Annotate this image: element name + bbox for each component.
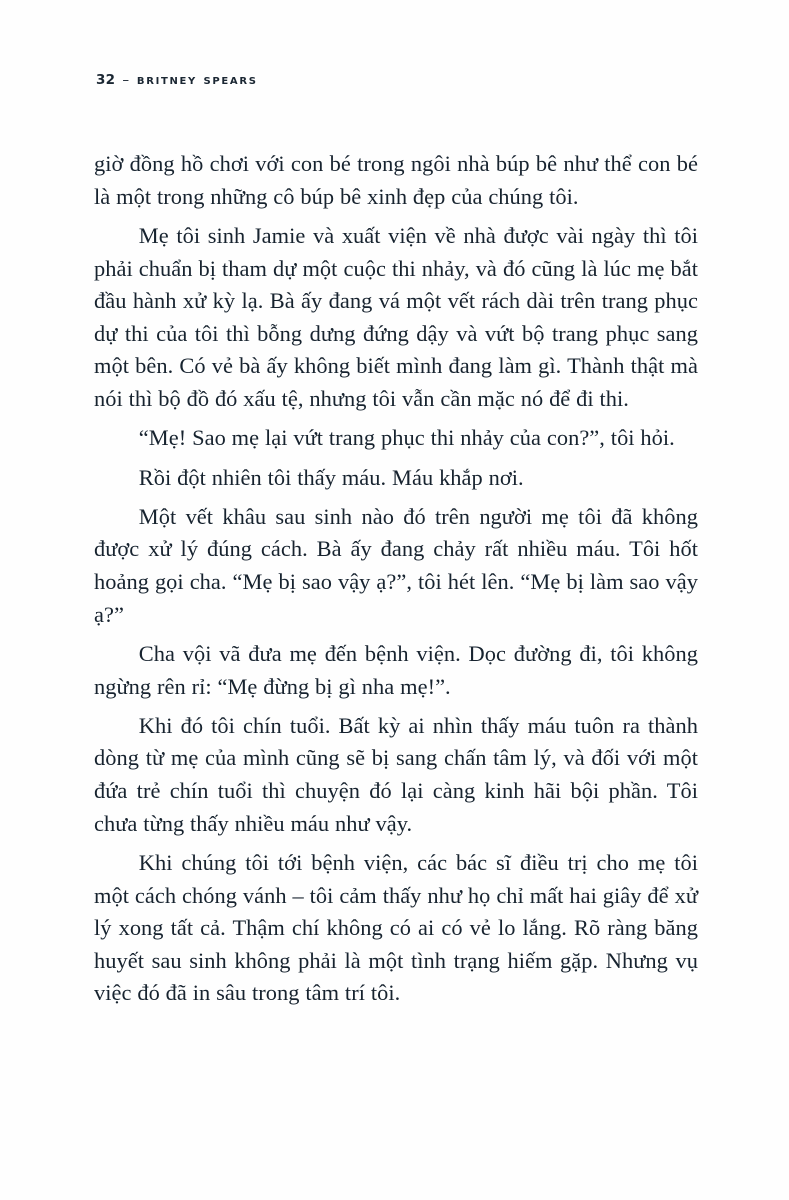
running-head: [96, 72, 258, 88]
paragraph: Khi đó tôi chín tuổi. Bất kỳ ai nhìn thấy máu tuôn ra thành dòng từ mẹ của mình cũng sẽ bị sang chấn tâm lý, và đối với một đứa trẻ chín tuổi thì chuyện đó lại càng kinh hãi bội phần. Tôi chưa từng thấy nhiều máu như vậy.: [94, 712, 698, 836]
running-head-author: britney spears: [136, 72, 258, 88]
paragraph: Rồi đột nhiên tôi thấy máu. Máu khắp nơi.: [138, 464, 524, 490]
running-head-separator: –: [122, 72, 130, 88]
body-text: [94, 148, 698, 1010]
paragraph: “Mẹ! Sao mẹ lại vứt trang phục thi nhảy của con?”, tôi hỏi.: [138, 425, 675, 451]
paragraph: Mẹ tôi sinh Jamie và xuất viện về nhà được vài ngày thì tôi phải chuẩn bị tham dự một cuộc thi nhảy, và đó cũng là lúc mẹ bắt đầu hành xử kỳ lạ. Bà ấy đang vá một vết rách dài trên trang phục dự thi của tôi thì bỗng dưng đứng dậy và vứt bộ trang phục sang một bên. Có vẻ bà ấy không biết mình đang làm gì. Thành thật mà nói thì bộ đồ đó xấu tệ, nhưng tôi vẫn cần mặc nó để đi thi.: [94, 222, 698, 411]
page-number: 32: [96, 72, 116, 88]
paragraph: Khi chúng tôi tới bệnh viện, các bác sĩ điều trị cho mẹ tôi một cách chóng vánh – tôi cảm thấy như họ chỉ mất hai giây để xử lý xong tất cả. Thậm chí không có ai có vẻ lo lắng. Rõ ràng băng huyết sau sinh không phải là một tình trạng hiếm gặp. Nhưng vụ việc đó đã in sâu trong tâm trí tôi.: [94, 849, 698, 1006]
paragraph: giờ đồng hồ chơi với con bé trong ngôi nhà búp bê như thể con bé là một trong những cô búp bê xinh đẹp của chúng tôi.: [94, 151, 698, 209]
paragraph: Cha vội vã đưa mẹ đến bệnh viện. Dọc đường đi, tôi không ngừng rên rỉ: “Mẹ đừng bị gì nha mẹ!”.: [94, 640, 698, 699]
paragraph: Một vết khâu sau sinh nào đó trên người mẹ tôi đã không được xử lý đúng cách. Bà ấy đang chảy rất nhiều máu. Tôi hốt hoảng gọi cha. “Mẹ bị sao vậy ạ?”, tôi hét lên. “Mẹ bị làm sao vậy ạ?”: [94, 503, 698, 627]
